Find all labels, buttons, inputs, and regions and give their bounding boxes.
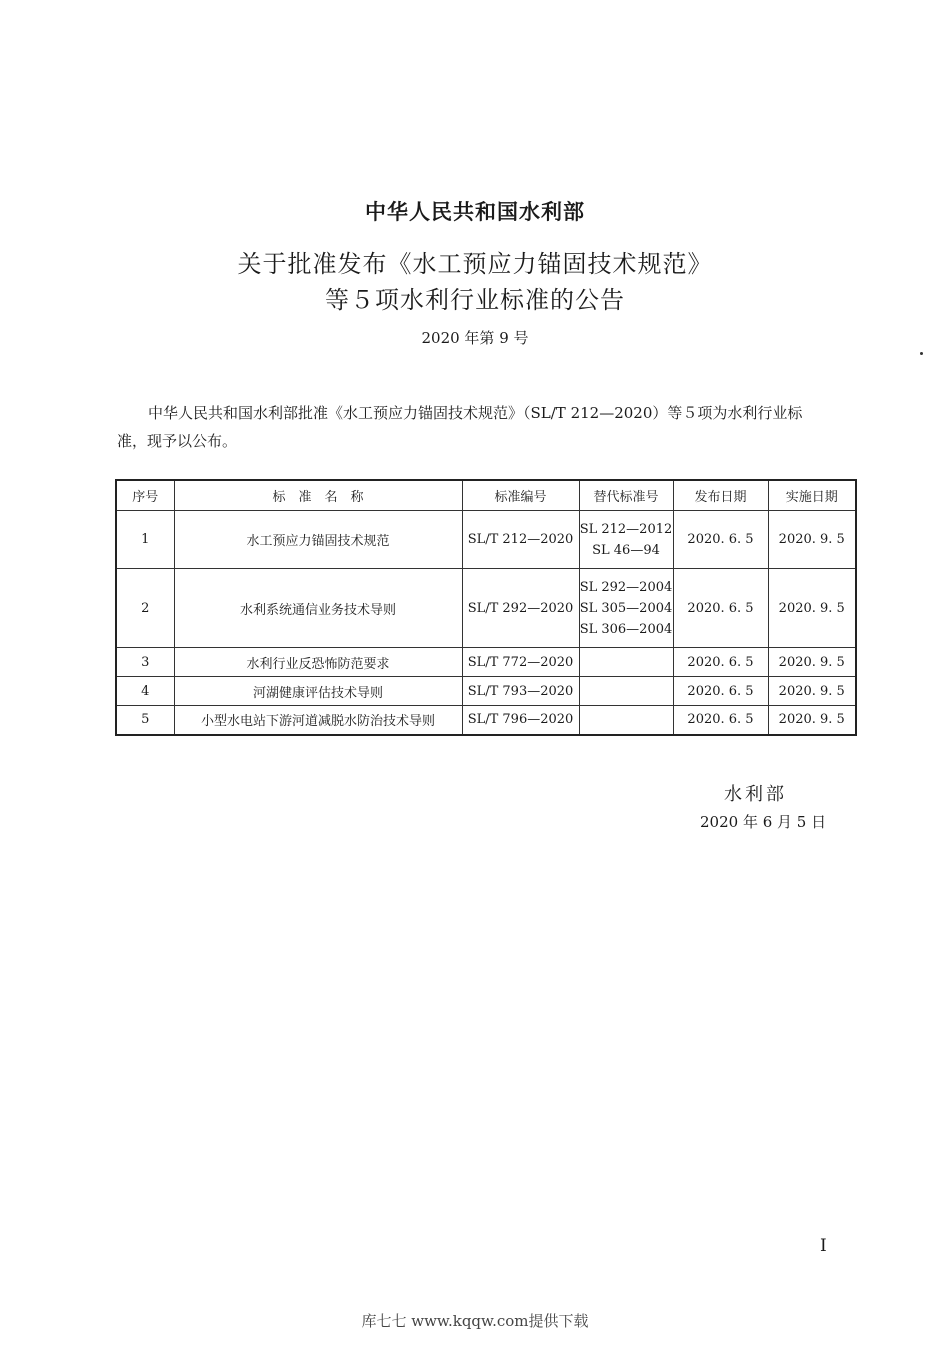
cell-release: 2020. 6. 5	[673, 511, 768, 569]
cell-effective: 2020. 9. 5	[768, 677, 856, 706]
header-replaces: 替代标准号	[579, 480, 673, 511]
table-row	[116, 677, 856, 706]
cell-code: SL/T 772—2020	[462, 648, 579, 677]
page-number: I	[820, 1236, 827, 1256]
cell-name: 水利系统通信业务技术导则	[174, 569, 462, 648]
replaced-standard: SL 305—2004	[579, 600, 673, 616]
announcement-title-line1: 关于批准发布《水工预应力锚固技术规范》	[237, 250, 713, 278]
replaced-standard: SL 306—2004	[579, 621, 673, 637]
cell-effective: 2020. 9. 5	[768, 706, 856, 735]
signature-date: 2020 年 6 月 5 日	[700, 813, 827, 831]
announcement-title-line2: 等５项水利行业标准的公告	[325, 286, 625, 314]
cell-release: 2020. 6. 5	[673, 677, 768, 706]
table-row	[116, 569, 856, 648]
document-number: 2020 年第 9 号	[421, 329, 529, 347]
cell-replaces	[579, 511, 673, 569]
cell-effective: 2020. 9. 5	[768, 511, 856, 569]
body-text-line2: 准，现予以公布。	[117, 432, 238, 450]
table-row	[116, 648, 856, 677]
signature-org: 水利部	[724, 784, 787, 805]
cell-name: 河湖健康评估技术导则	[174, 677, 462, 706]
header-name: 标 准 名 称	[174, 480, 462, 511]
header-seq: 序号	[116, 480, 174, 511]
cell-code: SL/T 796—2020	[462, 706, 579, 735]
replaced-standard: SL 292—2004	[579, 579, 673, 595]
cell-replaces	[579, 677, 673, 706]
cell-effective: 2020. 9. 5	[768, 648, 856, 677]
cell-code: SL/T 212—2020	[462, 511, 579, 569]
cell-code: SL/T 793—2020	[462, 677, 579, 706]
cell-release: 2020. 6. 5	[673, 648, 768, 677]
stray-dot-mark	[920, 352, 923, 355]
body-text-line1: 中华人民共和国水利部批准《水工预应力锚固技术规范》（SL/T 212—2020）等５项为水利行业标	[148, 404, 803, 422]
footer-watermark-text: 库七七 www.kqqw.com提供下载	[361, 1312, 589, 1330]
cell-seq: 3	[116, 648, 174, 677]
issuing-ministry: 中华人民共和国水利部	[365, 199, 585, 224]
table-row	[116, 706, 856, 735]
cell-release: 2020. 6. 5	[673, 706, 768, 735]
table-row	[116, 511, 856, 569]
replaced-standard: SL 212—2012	[579, 521, 673, 537]
standards-table	[115, 479, 857, 736]
cell-replaces	[579, 706, 673, 735]
cell-seq: 5	[116, 706, 174, 735]
cell-name: 小型水电站下游河道减脱水防治技术导则	[174, 706, 462, 735]
header-code: 标准编号	[462, 480, 579, 511]
header-release: 发布日期	[673, 480, 768, 511]
cell-seq: 4	[116, 677, 174, 706]
cell-name: 水工预应力锚固技术规范	[174, 511, 462, 569]
header-effective: 实施日期	[768, 480, 856, 511]
cell-name: 水利行业反恐怖防范要求	[174, 648, 462, 677]
table-header-row	[116, 480, 856, 511]
cell-effective: 2020. 9. 5	[768, 569, 856, 648]
cell-seq: 2	[116, 569, 174, 648]
cell-replaces	[579, 569, 673, 648]
cell-seq: 1	[116, 511, 174, 569]
cell-code: SL/T 292—2020	[462, 569, 579, 648]
replaced-standard: SL 46—94	[592, 542, 660, 558]
cell-release: 2020. 6. 5	[673, 569, 768, 648]
cell-replaces	[579, 648, 673, 677]
